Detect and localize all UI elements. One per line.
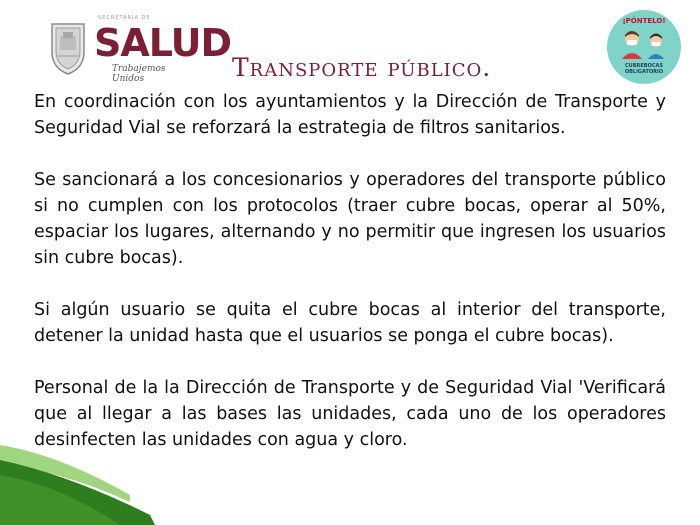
paragraph-4: Personal de la la Dirección de Transporte y de Seguridad Vial 'Verificará que al llegar a las bases las unidades, cada uno de los operadores desinfecten las unidades con agua y cloro. (34, 378, 666, 450)
paragraph-3: Si algún usuario se quita el cubre bocas al interior del transporte, detener la unidad hasta que el usuarios se ponga el cubre bocas). (34, 300, 666, 346)
paragraph-1: En coordinación con los ayuntamientos y la Dirección de Transporte y Seguridad Vial se reforzará la estrategia de filtros sanitarios. (34, 92, 666, 138)
logo-tagline: Trabajemos Unidos (112, 64, 166, 84)
paragraph-2: Se sancionará a los concesionarios y operadores del transporte público si no cumplen con los protocolos (traer cubre bocas, operar al 50%, espaciar los lugares, alternando y no permitir que ingresen los usuarios sin cubre bocas). (34, 170, 666, 268)
salud-logo (36, 10, 232, 84)
logo-top-text: SECRETARÍA DE (98, 15, 151, 21)
badge-line2: OBLIGATORIO (624, 69, 664, 75)
body-text (34, 89, 666, 479)
page-title: Transporte público. (232, 53, 492, 82)
cubrebocas-badge-icon (606, 9, 682, 85)
badge-line1: CUBREBOCAS (624, 63, 664, 69)
state-crest-icon (48, 18, 88, 76)
badge-top-text: ¡PÓNTELO! (622, 17, 666, 25)
logo-word: SALUD (94, 21, 232, 65)
